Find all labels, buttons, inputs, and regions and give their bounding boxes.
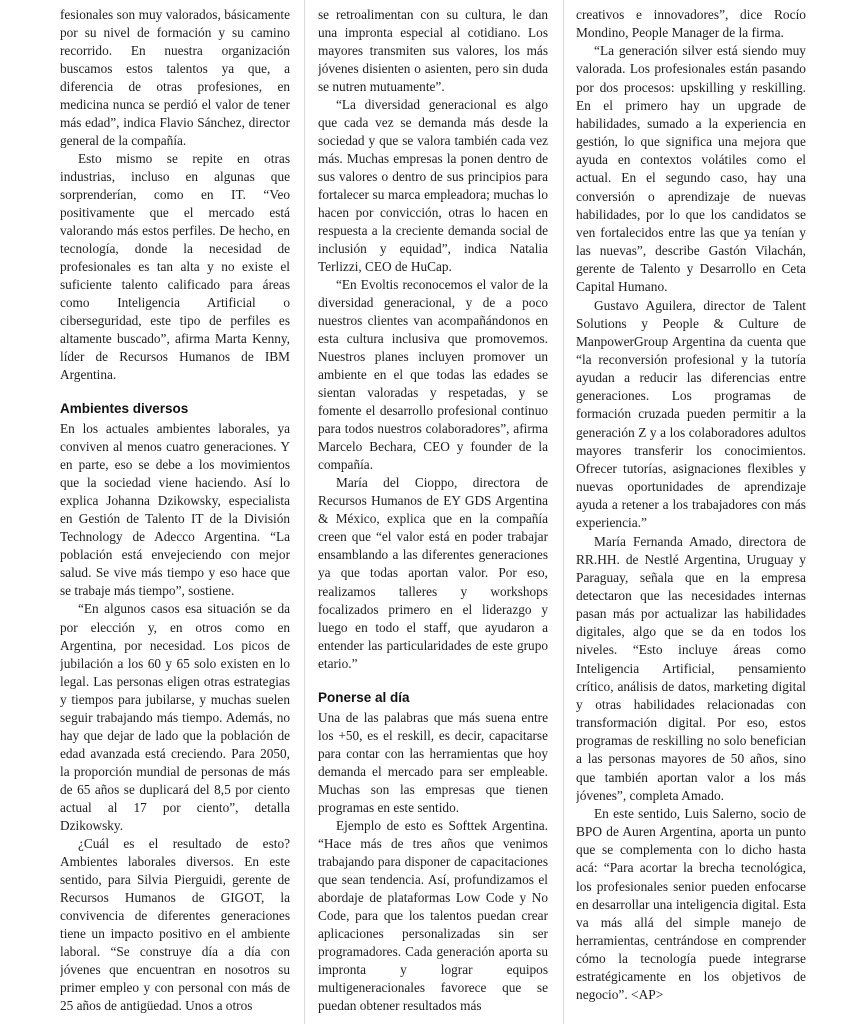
paragraph: María del Cioppo, directora de Recursos Humanos de EY GDS Argentina & México, explica que en la compañía creen que “el valor está en poder trabajar ensamblando a las diferentes generaciones ya que todas aportan valor. Por eso, realizamos talleres y workshops focalizados primero en el liderazgo y luego en todo el staff, que ayudaron a entender las particularidades de este grupo etario.” [318, 475, 548, 671]
paragraph: “En algunos casos esa situación se da por elección y, en otros como en Argentina, por necesidad. Los picos de jubilación a los 60 y 65 solo existen en lo legal. Las personas eligen otras estrategias y tiempos para jubilarse, y muchas suelen seguir trabajando más tiempo. Además, no hay que dejar de lado que la población de edad avanzada está creciendo. Para 2050, la proporción mundial de personas de más de 65 años se duplicará del 8,5 por ciento actual al 17 por ciento”, detalla Dzikowsky. [60, 601, 290, 833]
paragraph: “La diversidad generacional es algo que cada vez se demanda más desde la sociedad y que se valora también cada vez más. Muchas empresas la ponen dentro de sus valores o dentro de sus principios para fortalecer su marca empleadora; muchas lo hacen por convicción, otras lo hacen en respuesta a la creciente demanda social de inclusión y equidad”, indica Natalia Terlizzi, CEO de HuCap. [318, 97, 548, 275]
paragraph: Gustavo Aguilera, director de Talent Solutions y People & Culture de ManpowerGroup Argentina da cuenta que “la reconversión profesional y la tutoría ayudan a reducir las diferencias entre generaciones. Los programas de formación cruzada pueden permitir a la generación Z y a los colaboradores adultos mayores transferir los conocimientos. Ofrecer tutorías, asignaciones flexibles y nuevas oportunidades de aprendizaje ayuda a retener a los trabajadores con más experiencia.” [576, 297, 806, 531]
paragraph: María Fernanda Amado, directora de RR.HH. de Nestlé Argentina, Uruguay y Paraguay, señala que en la empresa detectaron que las necesidades internas pasan más por actualizar las habilidades digitales, algo que se da en todos los niveles. “Esto incluye áreas como Inteligencia Artificial, pensamiento crítico, análisis de datos, marketing digital y otras habilidades relacionadas con transformación digital. Por eso, estos programas de reskilling no solo benefician a las personas mayores de 50 años, sino que también aportan valor a los más jóvenes”, completa Amado. [576, 533, 806, 803]
paragraph: creativos e innovadores”, dice Rocío Mondino, People Manager de la firma. [576, 7, 806, 41]
text-column-1 [60, 6, 290, 1015]
paragraph: fesionales son muy valorados, básicamente por su nivel de formación y su camino recorrido. En nuestra organización buscamos estos talentos ya que, a diferencia de otras profesiones, en medicina nunca se perdió el valor de tener más edad”, indica Flavio Sánchez, director general de la compañía. [60, 7, 290, 149]
paragraph: ¿Cuál es el resultado de esto? Ambientes laborales diversos. En este sentido, para Silvia Pierguidi, gerente de Recursos Humanos de GIGOT, la convivencia de diferentes generaciones tiene un impacto positivo en el ambiente laboral. “Se construye día a día con jóvenes que encuentran en nosotros su primer empleo y con personal con más de 25 años de antigüedad. Unos a otros [60, 835, 290, 1013]
column-divider [563, 0, 564, 1024]
paragraph: En este sentido, Luis Salerno, socio de BPO de Auren Argentina, aporta un punto que se complementa con lo dicho hasta acá: “Para acortar la brecha tecnológica, los profesionales senior pueden enfocarse en desarrollar una inteligencia digital. Esta va más allá del simple manejo de herramientas, centrándose en comprender cómo la tecnología puede integrarse estratégicamente en los objetivos de negocio”. <AP> [576, 805, 806, 1003]
paragraph: se retroalimentan con su cultura, le dan una impronta especial al cotidiano. Los mayores transmiten sus valores, los más jóvenes disienten o asienten, pero sin duda se nutren mutuamente”. [318, 7, 548, 95]
paragraph: Esto mismo se repite en otras industrias, incluso en algunas que sorprenderían, como en IT. “Veo positivamente que el mercado está valorando más estos perfiles. De hecho, en tecnología, donde la necesidad de profesionales es tan alta y no existe el suficiente talento calificado para áreas como Inteligencia Artificial o ciberseguridad, este tipo de perfiles es altamente buscado”, afirma Marta Kenny, líder de Recursos Humanos de IBM Argentina. [60, 151, 290, 383]
paragraph: Una de las palabras que más suena entre los +50, es el reskill, es decir, capacitarse para contar con las herramientas que hoy demanda el mercado para ser empleable. Muchas son las empresas que tienen programas en este sentido. [318, 709, 548, 815]
paragraph: Ejemplo de esto es Softtek Argentina. “Hace más de tres años que venimos trabajando para disponer de capacitaciones que sean tendencia. Así, profundizamos el abordaje de plataformas Low Code y No Code, para que los talentos puedan crear aplicaciones personalizadas sin ser programadores. Cada generación aporta su impronta y lograr equipos multigeneracionales favorece que se puedan obtener resultados más [318, 817, 548, 1013]
paragraph: “En Evoltis reconocemos el valor de la diversidad generacional, y de a poco nuestros clientes van acompañándonos en esta cultura inclusiva que promovemos. Nuestros planes incluyen promover un ambiente en el que todas las edades se sientan valoradas y respetadas, y se fomente el desarrollo profesional continuo para todos nuestros colaboradores”, afirma Marcelo Bechara, CEO y founder de la compañía. [318, 277, 548, 473]
column-divider [304, 0, 305, 1024]
paragraph: “La generación silver está siendo muy valorada. Los profesionales están pasando por dos procesos: upskilling y reskilling. En el primero hay un upgrade de habilidades, sumado a la experiencia en gestión, lo que significa una mejora que ayuda en contextos volátiles como el actual. En el segundo caso, hay una conversión o aprendizaje de nuevas habilidades, por lo que los candidatos se ven fortalecidos entre las que ya tenían y las nuevas”, describe Gastón Vilachán, gerente de Talento y Desarrollo en Ceta Capital Humano. [576, 43, 806, 295]
section-heading: Ambientes diversos [60, 401, 189, 417]
section-heading: Ponerse al día [318, 689, 410, 705]
paragraph: En los actuales ambientes laborales, ya conviven al menos cuatro generaciones. Y en parte, eso se debe a los movimientos que la sociedad viene haciendo. Así lo explica Johanna Dzikowsky, especialista en Gestión de Talento IT de la División Technology de Adecco Argentina. “La población está envejeciendo con mejor salud. Se vive más tiempo y eso hace que se trabaje más tiempo”, sostiene. [60, 421, 290, 599]
text-column-2 [318, 6, 548, 1015]
text-column-3 [576, 6, 806, 1005]
